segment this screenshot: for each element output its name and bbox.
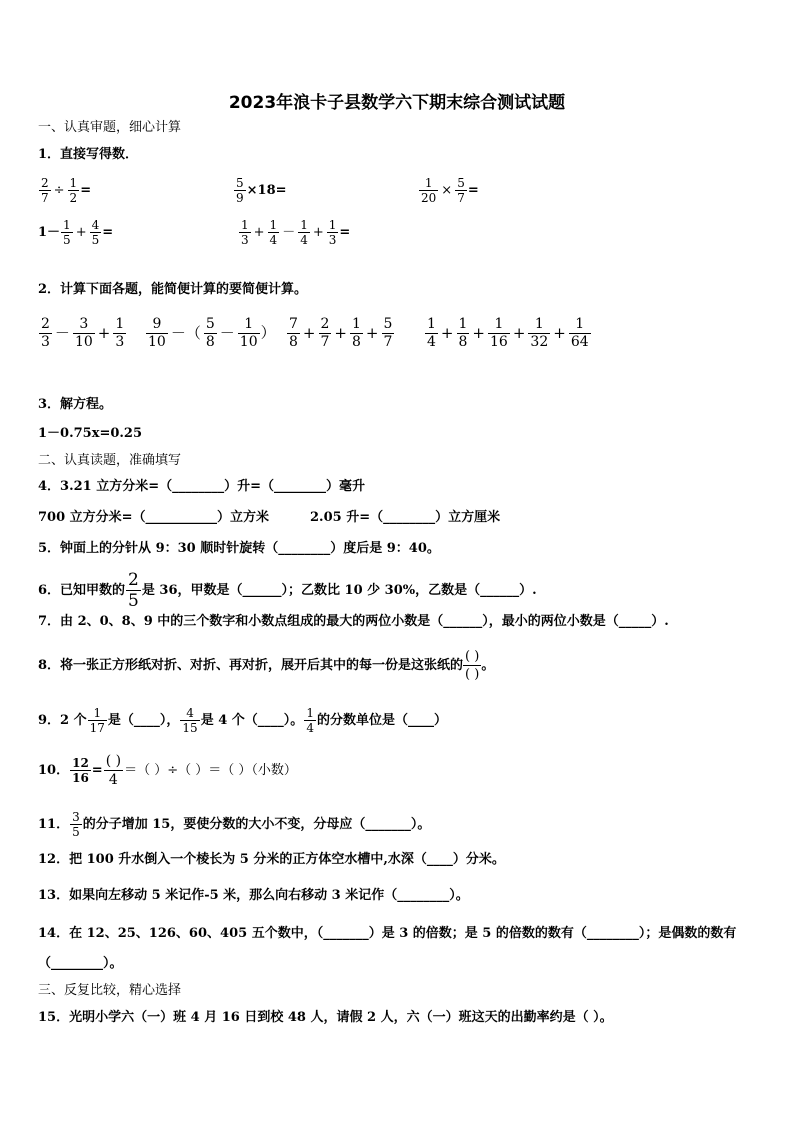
fraction: [382, 316, 395, 351]
math-text: 10: [74, 334, 93, 350]
math-text: +: [312, 225, 324, 240]
math-text: 1: [488, 316, 510, 334]
math-text: 20: [421, 191, 437, 205]
math-text: 1: [306, 706, 314, 720]
q2-expression-1: [38, 316, 127, 351]
section-1-heading: 一、认真审题，细心计算: [38, 120, 182, 135]
q1-expression-3: [418, 176, 479, 205]
question-15: 15．光明小学六（一）班 4 月 16 日到校 48 人，请假 2 人，六（一）班这天的出勤率约是（ ）。: [38, 1010, 613, 1025]
q2-expression-4: [424, 316, 592, 351]
math-text: 4: [269, 233, 278, 247]
math-text: 。: [481, 658, 495, 673]
fraction: [73, 316, 95, 351]
question-4-line-2b: 2.05 升=（________）立方厘米: [310, 510, 501, 525]
fraction: [239, 218, 251, 247]
math-text: 1: [352, 316, 361, 332]
fraction: [113, 316, 126, 351]
fraction: [39, 316, 52, 351]
math-text: 4: [180, 706, 199, 721]
math-text: 64: [570, 334, 589, 350]
math-text: 是 36，甲数是（______）；乙数比 10 少 30%，乙数是（______）.: [141, 583, 537, 598]
question-5: 5．钟面上的分针从 9：30 顺时针旋转（________）度后是 9：40。: [38, 541, 440, 556]
math-text: 8: [205, 334, 215, 350]
fraction: [528, 316, 550, 351]
math-text: －: [219, 323, 235, 342]
question-9: [38, 706, 447, 735]
math-text: ×: [441, 183, 453, 198]
math-text: 是（____），: [107, 713, 180, 728]
math-text: ＝（ ）÷（ ）＝（ ）（小数）: [124, 763, 297, 778]
math-text: 8．将一张正方形纸对折、对折、再对折，展开后其中的每一份是这张纸的: [38, 658, 464, 673]
fraction: [126, 570, 141, 611]
math-text: +: [512, 323, 526, 342]
math-text: =: [339, 225, 351, 240]
math-text: +: [253, 225, 265, 240]
fraction: [304, 706, 316, 735]
question-8: [38, 648, 494, 683]
math-text: －: [282, 225, 296, 240]
fraction: [88, 706, 107, 735]
math-text: 1: [458, 316, 468, 332]
math-text: ( ): [465, 649, 480, 664]
math-text: +: [553, 323, 566, 342]
math-text: 是 4 个（____）。: [200, 713, 304, 728]
math-text: ( ): [105, 753, 122, 769]
question-12: 12．把 100 升水倒入一个棱长为 5 分米的正方体空水槽中,水深（____）分米。: [38, 852, 505, 867]
math-text: 的分数单位是（____）: [316, 713, 447, 728]
math-text: 2: [41, 316, 50, 332]
math-text: 1: [427, 316, 436, 332]
math-text: 3: [328, 233, 337, 247]
math-text: 5: [128, 591, 139, 611]
fraction: [569, 316, 591, 351]
math-text: 5: [91, 233, 100, 247]
fraction: [104, 752, 123, 789]
question-14-line-2: （________）。: [38, 956, 123, 971]
q1-expression-5: [238, 218, 350, 247]
math-text: 1: [419, 176, 438, 191]
q2-expression-3: [286, 316, 395, 351]
question-10: [38, 752, 297, 789]
question-14-line-1: 14．在 12、25、126、60、405 五个数中，（_______）是 3 的倍数；是 5 的倍数的数有（________）；是偶数的数有: [38, 926, 737, 941]
fraction: [268, 218, 280, 247]
fraction: [70, 756, 91, 785]
math-text: 3: [115, 334, 125, 350]
fraction: [419, 176, 438, 205]
fraction: [457, 316, 470, 351]
math-text: 5: [63, 233, 71, 247]
fraction: [287, 316, 300, 351]
q1-expression-4: [38, 218, 113, 247]
math-text: 7: [320, 334, 330, 350]
math-text: 4: [91, 218, 100, 232]
math-text: 7: [41, 191, 49, 205]
math-text: 2: [41, 176, 49, 190]
math-text: 7: [457, 191, 465, 205]
math-text: =: [467, 183, 479, 198]
math-text: 16: [490, 334, 508, 350]
math-text: 9: [146, 316, 168, 334]
math-text: 15: [182, 721, 198, 735]
math-text: 1: [269, 218, 278, 232]
math-text: =: [80, 183, 92, 198]
fraction: [238, 316, 260, 351]
math-text: 12: [72, 756, 89, 770]
math-text: ）: [260, 323, 276, 342]
math-text: 8: [289, 334, 298, 350]
q2-expression-2: [145, 316, 276, 351]
math-text: 17: [89, 721, 105, 735]
math-text: 2: [320, 316, 330, 332]
page-title: 2023年浪卡子县数学六下期末综合测试试题: [228, 93, 566, 113]
math-text: 1－: [38, 225, 61, 240]
math-text: +: [365, 323, 379, 342]
math-text: +: [440, 323, 454, 342]
question-4-line-2a: 700 立方分米=（___________）立方米: [38, 510, 270, 525]
math-text: 1: [528, 316, 550, 334]
math-text: ( ): [465, 667, 480, 682]
math-text: 4: [427, 334, 436, 350]
math-text: 5: [457, 176, 465, 190]
math-text: 2: [69, 191, 78, 205]
fraction: [425, 316, 438, 351]
fraction: [61, 218, 73, 247]
question-13: 13．如果向左移动 5 米记作-5 米，那么向右移动 3 米记作（________）。: [38, 888, 469, 903]
math-text: 3: [72, 810, 80, 824]
math-text: 7: [383, 334, 393, 350]
math-text: 5: [205, 316, 215, 332]
math-text: 5: [72, 825, 80, 839]
fraction: [204, 316, 217, 351]
math-text: 10: [148, 334, 166, 350]
math-text: +: [75, 225, 87, 240]
math-text: 7: [289, 316, 298, 332]
math-text: 32: [530, 334, 549, 350]
math-text: 8: [352, 334, 361, 350]
question-1-label: 1．直接写得数．: [38, 147, 139, 162]
math-text: 3: [241, 233, 249, 247]
math-text: 5: [383, 316, 393, 332]
math-text: －（: [170, 323, 201, 342]
question-3-label: 3．解方程。: [38, 397, 113, 412]
math-text: ×18=: [246, 183, 287, 198]
question-7: 7．由 2、0、8、9 中的三个数字和小数点组成的最大的两位小数是（______），最小的两位小数是（_____）.: [38, 614, 669, 629]
math-text: 1: [115, 316, 125, 332]
math-text: +: [472, 323, 485, 342]
math-text: 的分子增加 15，要使分数的大小不变，分母应（_______）。: [82, 817, 431, 832]
math-text: 1: [569, 316, 591, 334]
fraction: [298, 218, 310, 247]
math-text: 3: [73, 316, 95, 334]
math-text: =: [91, 763, 103, 778]
math-text: ÷: [53, 183, 65, 198]
question-6: [38, 570, 537, 611]
question-3-equation: 1－0.75x=0.25: [38, 426, 143, 441]
math-text: 2: [128, 570, 139, 590]
math-text: 5: [236, 176, 244, 190]
fraction: [68, 176, 80, 205]
math-text: 8: [458, 334, 468, 350]
math-text: 1: [241, 218, 249, 232]
math-text: －: [54, 323, 70, 342]
math-text: 4: [306, 721, 314, 735]
section-2-heading: 二、认真读题，准确填写: [38, 453, 182, 468]
section-3-heading: 三、反复比较，精心选择: [38, 983, 182, 998]
q1-expression-1: [38, 176, 91, 205]
math-text: 1: [238, 316, 260, 334]
math-text: +: [334, 323, 347, 342]
question-4-line-1: 4．3.21 立方分米=（________）升=（________）毫升: [38, 479, 366, 494]
blank-fraction: [463, 648, 481, 683]
fraction: [488, 316, 510, 351]
math-text: =: [102, 225, 114, 240]
question-11: [38, 810, 430, 839]
math-text: 10．: [38, 763, 70, 778]
math-text: 16: [72, 771, 89, 785]
math-text: 9: [236, 191, 244, 205]
math-text: 4: [108, 772, 118, 788]
math-text: 10: [239, 334, 258, 350]
math-text: +: [97, 323, 111, 342]
math-text: 1: [328, 218, 337, 232]
fraction: [327, 218, 339, 247]
math-text: 11．: [38, 817, 70, 832]
fraction: [146, 316, 168, 351]
math-text: 1: [300, 218, 308, 232]
math-text: 1: [69, 176, 78, 190]
math-text: 3: [41, 334, 50, 350]
math-text: 1: [63, 218, 71, 232]
fraction: [350, 316, 363, 351]
fraction: [180, 706, 199, 735]
math-text: +: [302, 323, 316, 342]
math-text: 9．2 个: [38, 713, 87, 728]
fraction: [319, 316, 332, 351]
fraction: [455, 176, 467, 205]
math-text: 4: [300, 233, 308, 247]
fraction: [39, 176, 51, 205]
math-text: 6．已知甲数的: [38, 583, 126, 598]
fraction: [90, 218, 102, 247]
math-text: 1: [88, 706, 107, 721]
fraction: [70, 810, 82, 839]
q1-expression-2: [233, 176, 287, 205]
fraction: [234, 176, 246, 205]
question-2-label: 2．计算下面各题，能简便计算的要简便计算。: [38, 282, 308, 297]
